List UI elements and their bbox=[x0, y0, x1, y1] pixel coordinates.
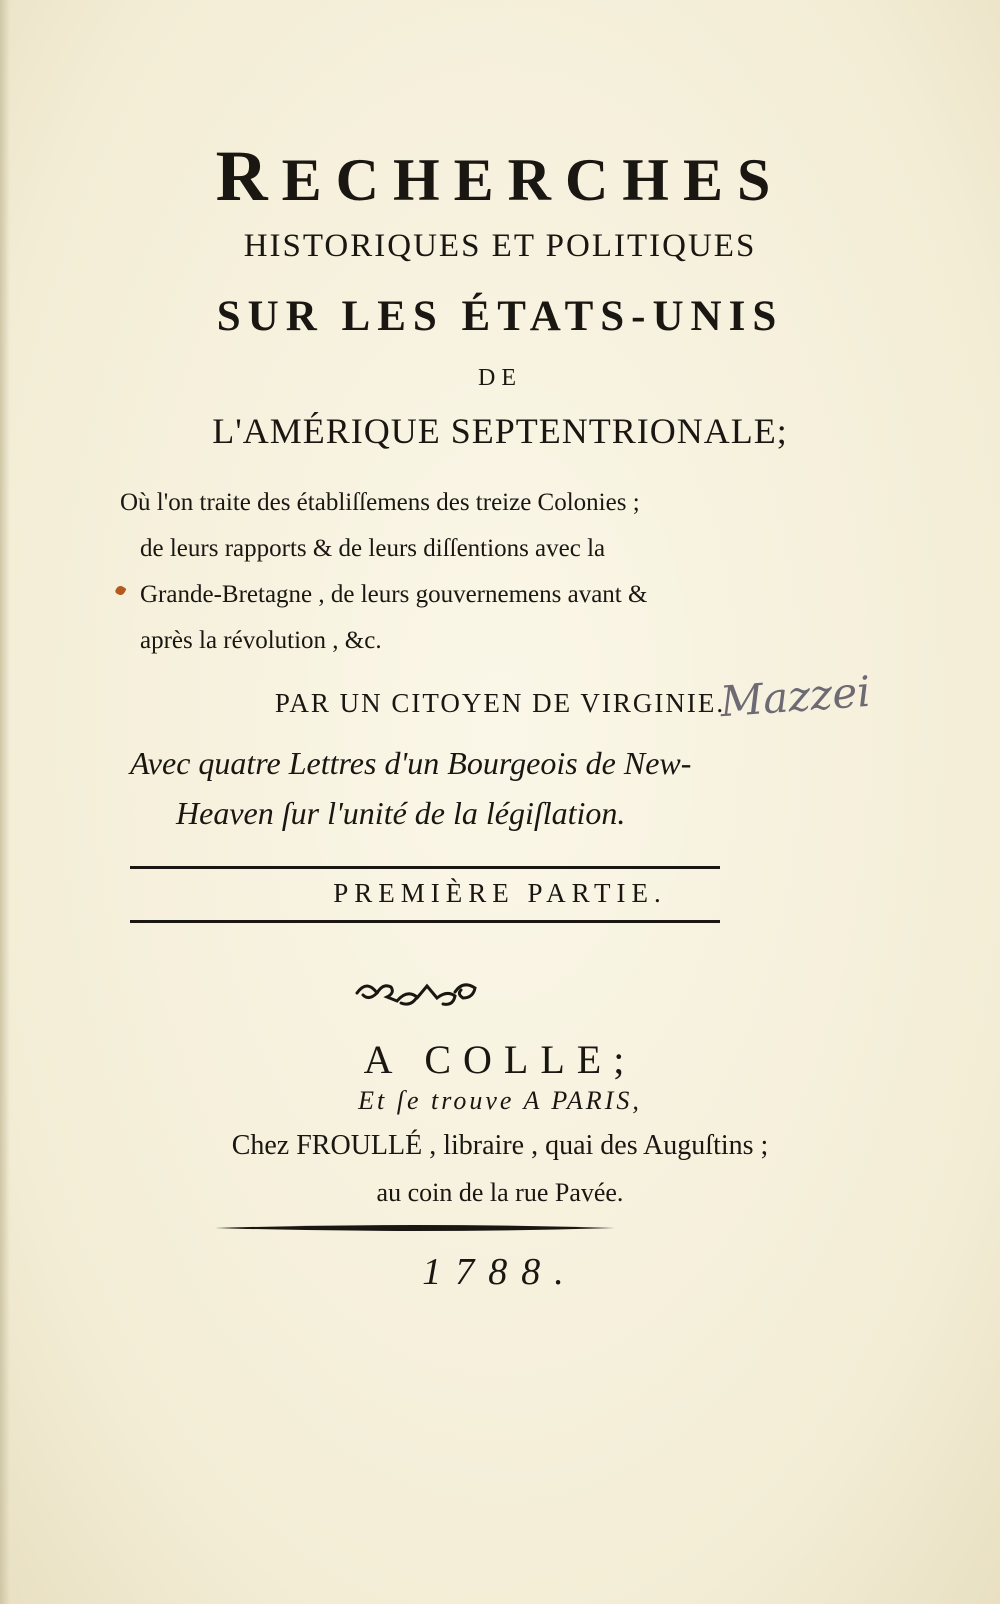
author-line: PAR UN CITOYEN DE VIRGINIE. bbox=[274, 688, 726, 718]
imprint-address: au coin de la rue Pavée. bbox=[376, 1178, 624, 1207]
letters-line: Avec quatre Lettres d'un Bourgeois de New- bbox=[130, 745, 692, 781]
rule-top bbox=[130, 866, 720, 869]
subtitle-etats-unis: SUR LES ÉTATS-UNIS bbox=[216, 293, 784, 340]
letters-line: Heaven ſur l'unité de la légiſlation. bbox=[176, 795, 626, 831]
title-initial: R bbox=[215, 136, 282, 216]
tapered-rule bbox=[215, 1224, 615, 1232]
imprint-trouve: Et ſe trouve A PARIS, bbox=[358, 1086, 642, 1115]
subtitle-historiques: HISTORIQUES ET POLITIQUES bbox=[243, 228, 757, 264]
imprint-place: A COLLE; bbox=[363, 1037, 637, 1082]
description-line: Où l'on traite des établiſſemens des treize Colonies ; bbox=[120, 489, 640, 516]
imprint-bookseller: Chez FROULLÉ , libraire , quai des Auguſtins ; bbox=[231, 1130, 769, 1161]
rule-bottom bbox=[130, 920, 720, 923]
book-title bbox=[0, 135, 1000, 218]
subtitle-de: DE bbox=[478, 365, 522, 391]
letters-note bbox=[130, 738, 770, 838]
description-line: de leurs rapports & de leurs diſſentions avec la bbox=[140, 535, 606, 562]
handwritten-signature: Mazzei bbox=[718, 666, 873, 727]
title-rest: ECHERCHES bbox=[281, 147, 785, 213]
description-line: Grande-Bretagne , de leurs gouvernemens avant & bbox=[140, 581, 648, 608]
printers-ornament-icon bbox=[352, 978, 482, 1008]
subtitle-amerique: L'AMÉRIQUE SEPTENTRIONALE; bbox=[212, 411, 788, 451]
publication-year: 1788. bbox=[422, 1251, 578, 1293]
description-line: après la révolution , &c. bbox=[140, 627, 382, 654]
part-label: PREMIÈRE PARTIE. bbox=[333, 878, 667, 908]
description-block bbox=[120, 480, 760, 664]
